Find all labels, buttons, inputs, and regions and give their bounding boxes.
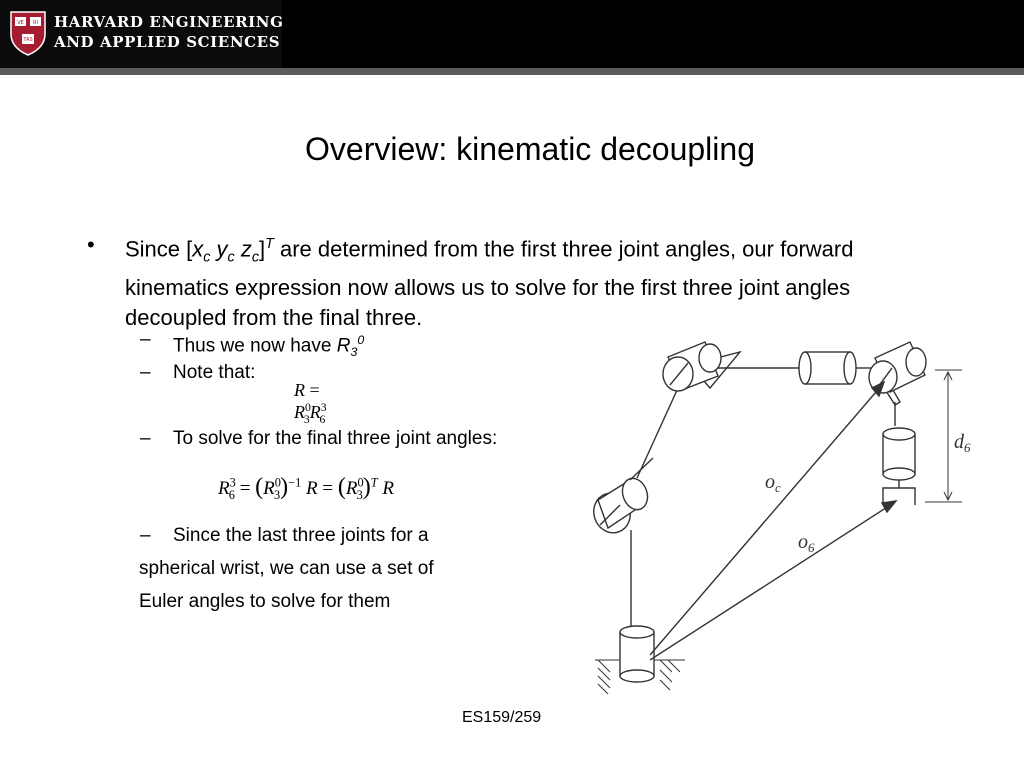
dash-3: – (140, 428, 151, 449)
brand-name (54, 12, 284, 52)
brand-line-2: AND APPLIED SCIENCES (54, 33, 281, 51)
base-cylinder (620, 626, 654, 682)
brand-line-1: HARVARD ENGINEERING (54, 13, 284, 31)
bullet-marker: • (87, 232, 95, 257)
sub-bullet-4-line-2: spherical wrist, we can use a set of (139, 558, 434, 579)
dash-1: – (140, 329, 151, 350)
equation-r36-solution: $R^3_6 = (R^0_3)^{-1}$ $R = (R^0_3)^T$ R (218, 474, 395, 502)
shield-text-ri: RI (33, 20, 38, 26)
dash-4: – (140, 525, 151, 546)
dash-2: – (140, 362, 151, 383)
shoulder-joint (590, 458, 653, 538)
label-oc: $o_c$ (765, 471, 781, 495)
robot-arm-diagram (590, 330, 1000, 700)
vector-o6 (650, 501, 896, 660)
equation-r-decomposition: $R = R^0_3R^3_6$ (294, 380, 327, 426)
harvard-shield-icon (9, 10, 47, 56)
shield-text-ve: VE (17, 20, 24, 26)
sub-bullet-4-line-1: Since the last three joints for a (173, 525, 429, 546)
label-o6: $o_6$ (798, 531, 815, 555)
header-divider (0, 68, 1024, 75)
slide-title: Overview: kinematic decoupling (305, 131, 755, 167)
shield-text-tas: TAS (23, 37, 33, 43)
main-bullet-text: Since [$x_c$ $y_c$ $z_c]^T$ are determined from the first three joint angles, our forward kinematics expression now allows us to solve for the first three joint angles decoupled from the final three. (125, 236, 854, 330)
course-code-footer: ES159/259 (462, 709, 542, 726)
harvard-logo (0, 0, 282, 68)
upper-arm-link (637, 377, 683, 478)
sub-bullet-3: To solve for the final three joint angles: (173, 428, 498, 449)
end-effector (883, 428, 915, 505)
elbow-joint (663, 342, 740, 391)
label-d6: $d_6$ (954, 431, 971, 455)
wrist-joint (869, 342, 926, 405)
forearm-cylinder (799, 352, 856, 384)
sub-bullet-4-line-3: Euler angles to solve for them (139, 591, 391, 612)
sub-bullet-2: Note that: (173, 362, 256, 383)
vector-oc (650, 382, 884, 655)
sub-bullet-1: Thus we now have $R_3^0$ (173, 333, 365, 360)
